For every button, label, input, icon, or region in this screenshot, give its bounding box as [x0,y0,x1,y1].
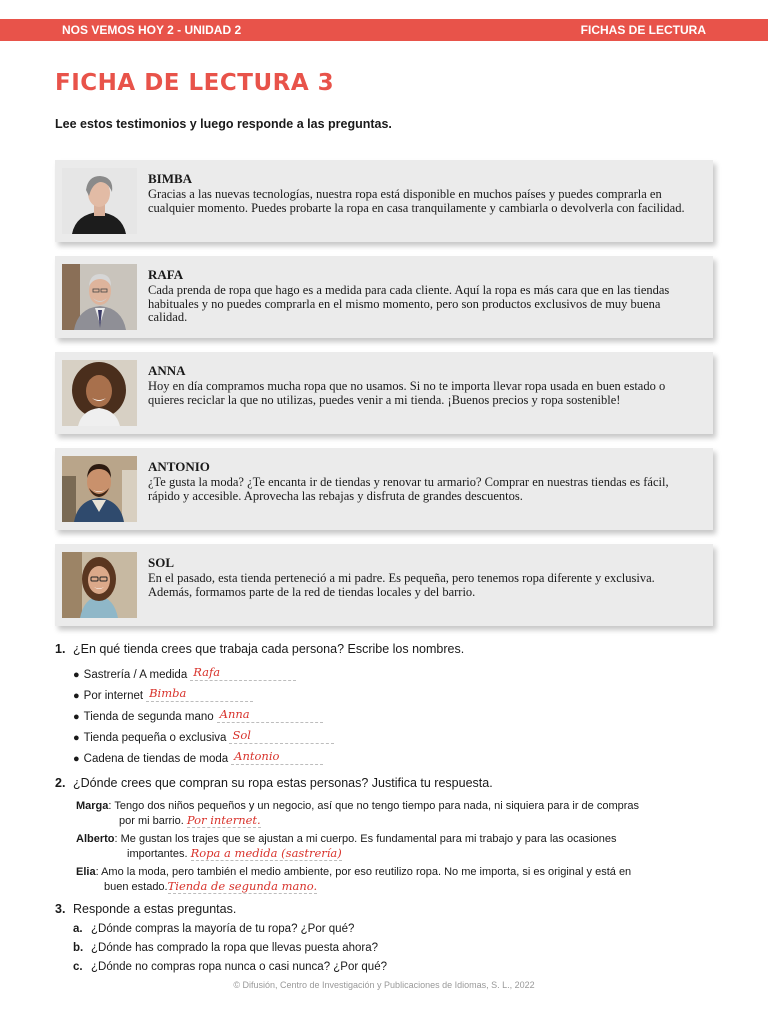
sub-letter: c. [73,961,83,973]
page-title: FICHA DE LECTURA 3 [55,70,335,96]
question-2 [55,776,493,790]
bullet-icon: ● [73,669,80,681]
option-label: Tienda de segunda mano [83,711,214,723]
bullet-icon: ● [73,711,80,723]
header-bar [0,19,768,41]
bullet-icon: ● [73,753,80,765]
option-label: Por internet [83,690,144,702]
speaker-text-cont: por mi barrio. [119,815,184,827]
question-number: 1. [55,642,66,656]
subquestion-c [73,961,387,973]
question-number: 3. [55,902,66,916]
dialogue-alberto [76,832,716,861]
card-name: SOL [148,555,175,570]
question-number: 2. [55,776,66,790]
card-name: ANNA [148,363,186,378]
answer-field[interactable]: Por internet. [186,813,261,827]
subquestion-a [73,923,354,935]
question-text: ¿En qué tienda crees que trabaja cada persona? Escribe los nombres. [73,642,465,656]
card-text: Hoy en día compramos mucha ropa que no usamos. Si no te importa llevar ropa usada en buen estado o quieres reciclar la que no utilizas, puedes venir a mi tienda. ¡Buenos precios y ropa sostenible! [148,379,666,407]
bullet-icon: ● [73,690,80,702]
speaker-text-cont: buen estado. [104,881,168,893]
instruction: Lee estos testimonios y luego responde a las preguntas. [55,117,392,131]
option-label: Sastrería / A medida [83,669,188,681]
question-text: ¿Dónde crees que compran su ropa estas personas? Justifica tu respuesta. [73,776,493,790]
question-3 [55,902,236,916]
sub-text: ¿Dónde has comprado la ropa que llevas puesta ahora? [91,942,379,954]
speaker-name: Marga [76,800,109,812]
dialogue-elia [76,865,716,894]
sub-text: ¿Dónde no compras ropa nunca o casi nunca? ¿Por qué? [91,961,387,973]
card-text: En el pasado, esta tienda perteneció a mi padre. Es pequeña, pero tenemos ropa diferente y exclusiva. Además, formamos parte de la red de tiendas locales y del barrio. [148,571,655,599]
copyright-footer: © Difusión, Centro de Investigación y Publicaciones de Idiomas, S. L., 2022 [233,980,535,990]
option-row [73,728,334,744]
answer-field[interactable]: Bimba [146,686,253,702]
testimonial-card-rafa [55,256,713,338]
portrait-rafa [62,264,137,330]
portrait-bimba [62,168,137,234]
speaker-name: Alberto [76,833,115,845]
testimonial-card-anna [55,352,713,434]
testimonial-card-sol [55,544,713,626]
option-row [73,749,323,765]
option-row [73,665,296,681]
testimonial-card-bimba [55,160,713,242]
sub-letter: b. [73,942,84,954]
card-text: ¿Te gusta la moda? ¿Te encanta ir de tiendas y renovar tu armario? Comprar en nuestras tiendas es fácil, rápido y accesible. Aprovecha las rebajas y disfruta de grandes descuentos. [148,475,669,503]
dialogue-marga [76,799,716,828]
option-label: Cadena de tiendas de moda [83,753,229,765]
question-1 [55,642,464,656]
speaker-text: : Tengo dos niños pequeños y un negocio, así que no tengo tiempo para nada, ni siquiera para ir de compras [108,800,640,812]
card-text: Gracias a las nuevas tecnologías, nuestra ropa está disponible en muchos países y puedes comprarla en cualquier momento. Puedes probarte la ropa en casa tranquilamente y cambiarla o devolverla con facilidad. [148,187,685,215]
header-section: FICHAS DE LECTURA [580,23,706,37]
answer-field[interactable]: Anna [217,707,323,723]
card-name: ANTONIO [148,459,210,474]
answer-field[interactable]: Ropa a medida (sastrería) [190,846,342,860]
option-row [73,686,253,702]
header-unit: NOS VEMOS HOY 2 - UNIDAD 2 [62,23,242,37]
answer-field[interactable]: Rafa [190,665,296,681]
testimonial-card-antonio [55,448,713,530]
answer-field[interactable]: Sol [229,728,334,744]
portrait-antonio [62,456,137,522]
question-text: Responde a estas preguntas. [73,902,237,916]
speaker-text: : Me gustan los trajes que se ajustan a mi cuerpo. Es fundamental para mi trabajo y para las ocasiones [114,833,617,845]
subquestion-b [73,942,378,954]
card-name: BIMBA [148,171,193,186]
card-name: RAFA [148,267,184,282]
speaker-text-cont: importantes. [127,848,188,860]
card-text: Cada prenda de ropa que hago es a medida para cada cliente. Aquí la ropa es más cara que en las tiendas habituales y no puedes comprarla en el mismo momento, pero son productos exclusivos de muy buena calidad. [148,283,670,324]
sub-text: ¿Dónde compras la mayoría de tu ropa? ¿Por qué? [91,923,355,935]
portrait-sol [62,552,137,618]
sub-letter: a. [73,923,83,935]
speaker-name: Elia [76,866,96,878]
speaker-text: : Amo la moda, pero también el medio ambiente, por eso reutilizo ropa. No me importa, si es original y está en [95,866,632,878]
answer-field[interactable]: Tienda de segunda mano. [167,879,318,893]
answer-field[interactable]: Antonio [231,749,323,765]
portrait-anna [62,360,137,426]
option-row [73,707,323,723]
option-label: Tienda pequeña o exclusiva [83,732,227,744]
bullet-icon: ● [73,732,80,744]
